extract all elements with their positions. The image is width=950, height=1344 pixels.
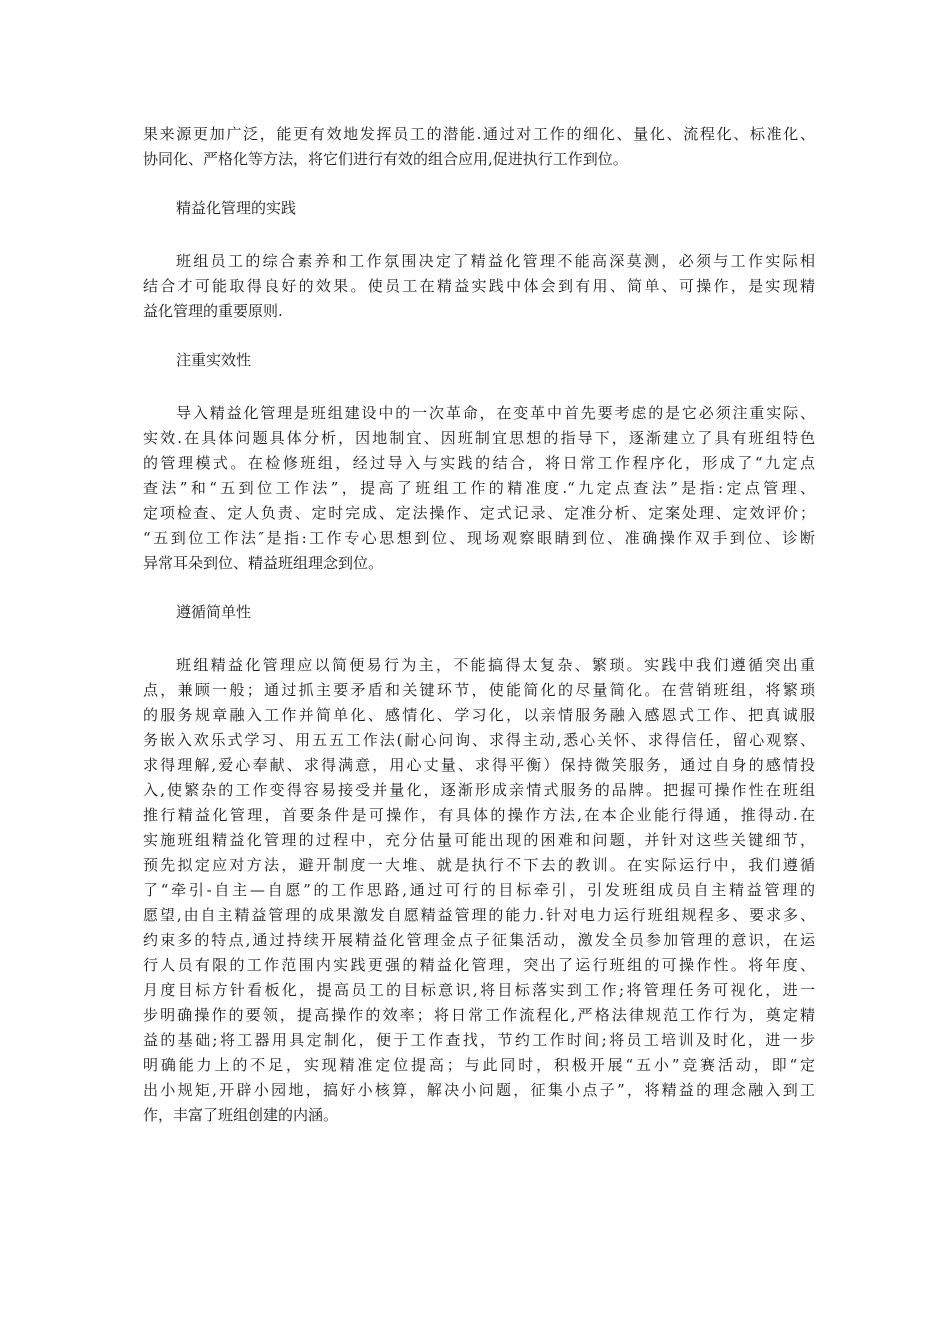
section-heading-simplicity: 遵循简单性	[176, 603, 252, 621]
text-line: 点，兼顾一般；通过抓主要矛盾和关键环节，使能简化的尽量简化。在营销班组，将繁琐	[143, 681, 815, 699]
text-line: 实效.在具体问题具体分析，因地制宜、因班制宜思想的指导下，逐渐建立了具有班组特色	[143, 429, 815, 447]
text-line: 定项检查、定人负责、定时完成、定法操作、定式记录、定准分析、定案处理、定效评价；	[143, 504, 815, 522]
text-line: 了“牵引-自主—自愿”的工作思路,通过可行的目标牵引，引发班组成员自主精益管理的	[143, 881, 815, 899]
text-line: 行人员有限的工作范围内实践更强的精益化管理，突出了运行班组的可操作性。将年度、	[143, 956, 815, 974]
text-line: 约束多的特点,通过持续开展精益化管理金点子征集活动，激发全员参加管理的意识，在运	[143, 931, 815, 949]
paragraph-effectiveness	[143, 401, 815, 576]
text-line: 预先拟定应对方法，避开制度一大堆、就是执行不下去的教训。在实际运行中，我们遵循	[143, 856, 815, 874]
text-line: 果来源更加广泛，能更有效地发挥员工的潜能.通过对工作的细化、量化、流程化、标准化、	[143, 125, 815, 143]
text-line: 的管理模式。在检修班组，经过导入与实践的结合，将日常工作程序化，形成了“九定点	[143, 454, 815, 472]
text-line: 步明确操作的要领，提高操作的效率；将日常工作流程化,严格法律规范工作行为，奠定精	[143, 1006, 815, 1024]
text-line: 出小规矩,开辟小园地，搞好小核算，解决小问题，征集小点子”，将精益的理念融入到工	[143, 1081, 815, 1099]
text-line: 协同化、严格化等方法，将它们进行有效的组合应用,促进执行工作到位。	[143, 150, 628, 168]
paragraph-practice	[143, 249, 815, 324]
text-line: 愿望,由自主精益管理的成果激发自愿精益管理的能力.针对电力运行班组规程多、要求多、	[143, 906, 815, 924]
text-line: 益化管理的重要原则.	[143, 302, 283, 320]
text-line: 导入精益化管理是班组建设中的一次革命，在变革中首先要考虑的是它必须注重实际、	[176, 404, 815, 422]
text-line: 求得理解,爱心奉献、求得满意，用心丈量、求得平衡）保持微笑服务，通过自身的感情投	[143, 756, 815, 774]
text-line: 班组员工的综合素养和工作氛围决定了精益化管理不能高深莫测，必须与工作实际相	[176, 252, 815, 270]
text-line: 明确能力上的不足，实现精准定位提高；与此同时，积极开展“五小”竞赛活动，即“定	[143, 1056, 815, 1074]
text-line: 班组精益化管理应以简便易行为主，不能搞得太复杂、繁琐。实践中我们遵循突出重	[176, 656, 815, 674]
text-line: 的服务规章融入工作并简单化、感情化、学习化，以亲情服务融入感恩式工作、把真诚服	[143, 706, 815, 724]
text-line: 实施班组精益化管理的过程中，充分估量可能出现的困难和问题，并针对这些关键细节，	[143, 831, 815, 849]
section-heading-effectiveness: 注重实效性	[176, 351, 252, 369]
paragraph-simplicity	[143, 653, 815, 1128]
text-line: 作，丰富了班组创建的内涵。	[143, 1106, 339, 1124]
text-line: 入,使繁杂的工作变得容易接受并量化，逐渐形成亲情式服务的品牌。把握可操作性在班组	[143, 781, 815, 799]
text-line: 推行精益化管理，首要条件是可操作，有具体的操作方法,在本企业能行得通，推得动.在	[143, 806, 815, 824]
text-line: 结合才可能取得良好的效果。使员工在精益实践中体会到有用、简单、可操作，是实现精	[143, 277, 815, 295]
text-line: 务嵌入欢乐式学习、用五五工作法(耐心问询、求得主动,悉心关怀、求得信任，留心观察、	[143, 731, 815, 749]
text-line: 月度目标方针看板化，提高员工的目标意识,将目标落实到工作;将管理任务可视化，进一	[143, 981, 815, 999]
text-line: 益的基础;将工器用具定制化，便于工作查找，节约工作时间;将员工培训及时化，进一步	[143, 1031, 815, 1049]
text-line: 异常耳朵到位、精益班组理念到位。	[143, 554, 384, 572]
paragraph-intro-continuation	[143, 122, 815, 172]
text-line: 查法”和“五到位工作法”，提高了班组工作的精准度.“九定点查法”是指:定点管理、	[143, 479, 815, 497]
document-page	[143, 122, 815, 1128]
text-line: “五到位工作法″是指:工作专心思想到位、现场观察眼睛到位、准确操作双手到位、诊断	[143, 529, 815, 547]
section-heading-practice: 精益化管理的实践	[176, 199, 297, 217]
